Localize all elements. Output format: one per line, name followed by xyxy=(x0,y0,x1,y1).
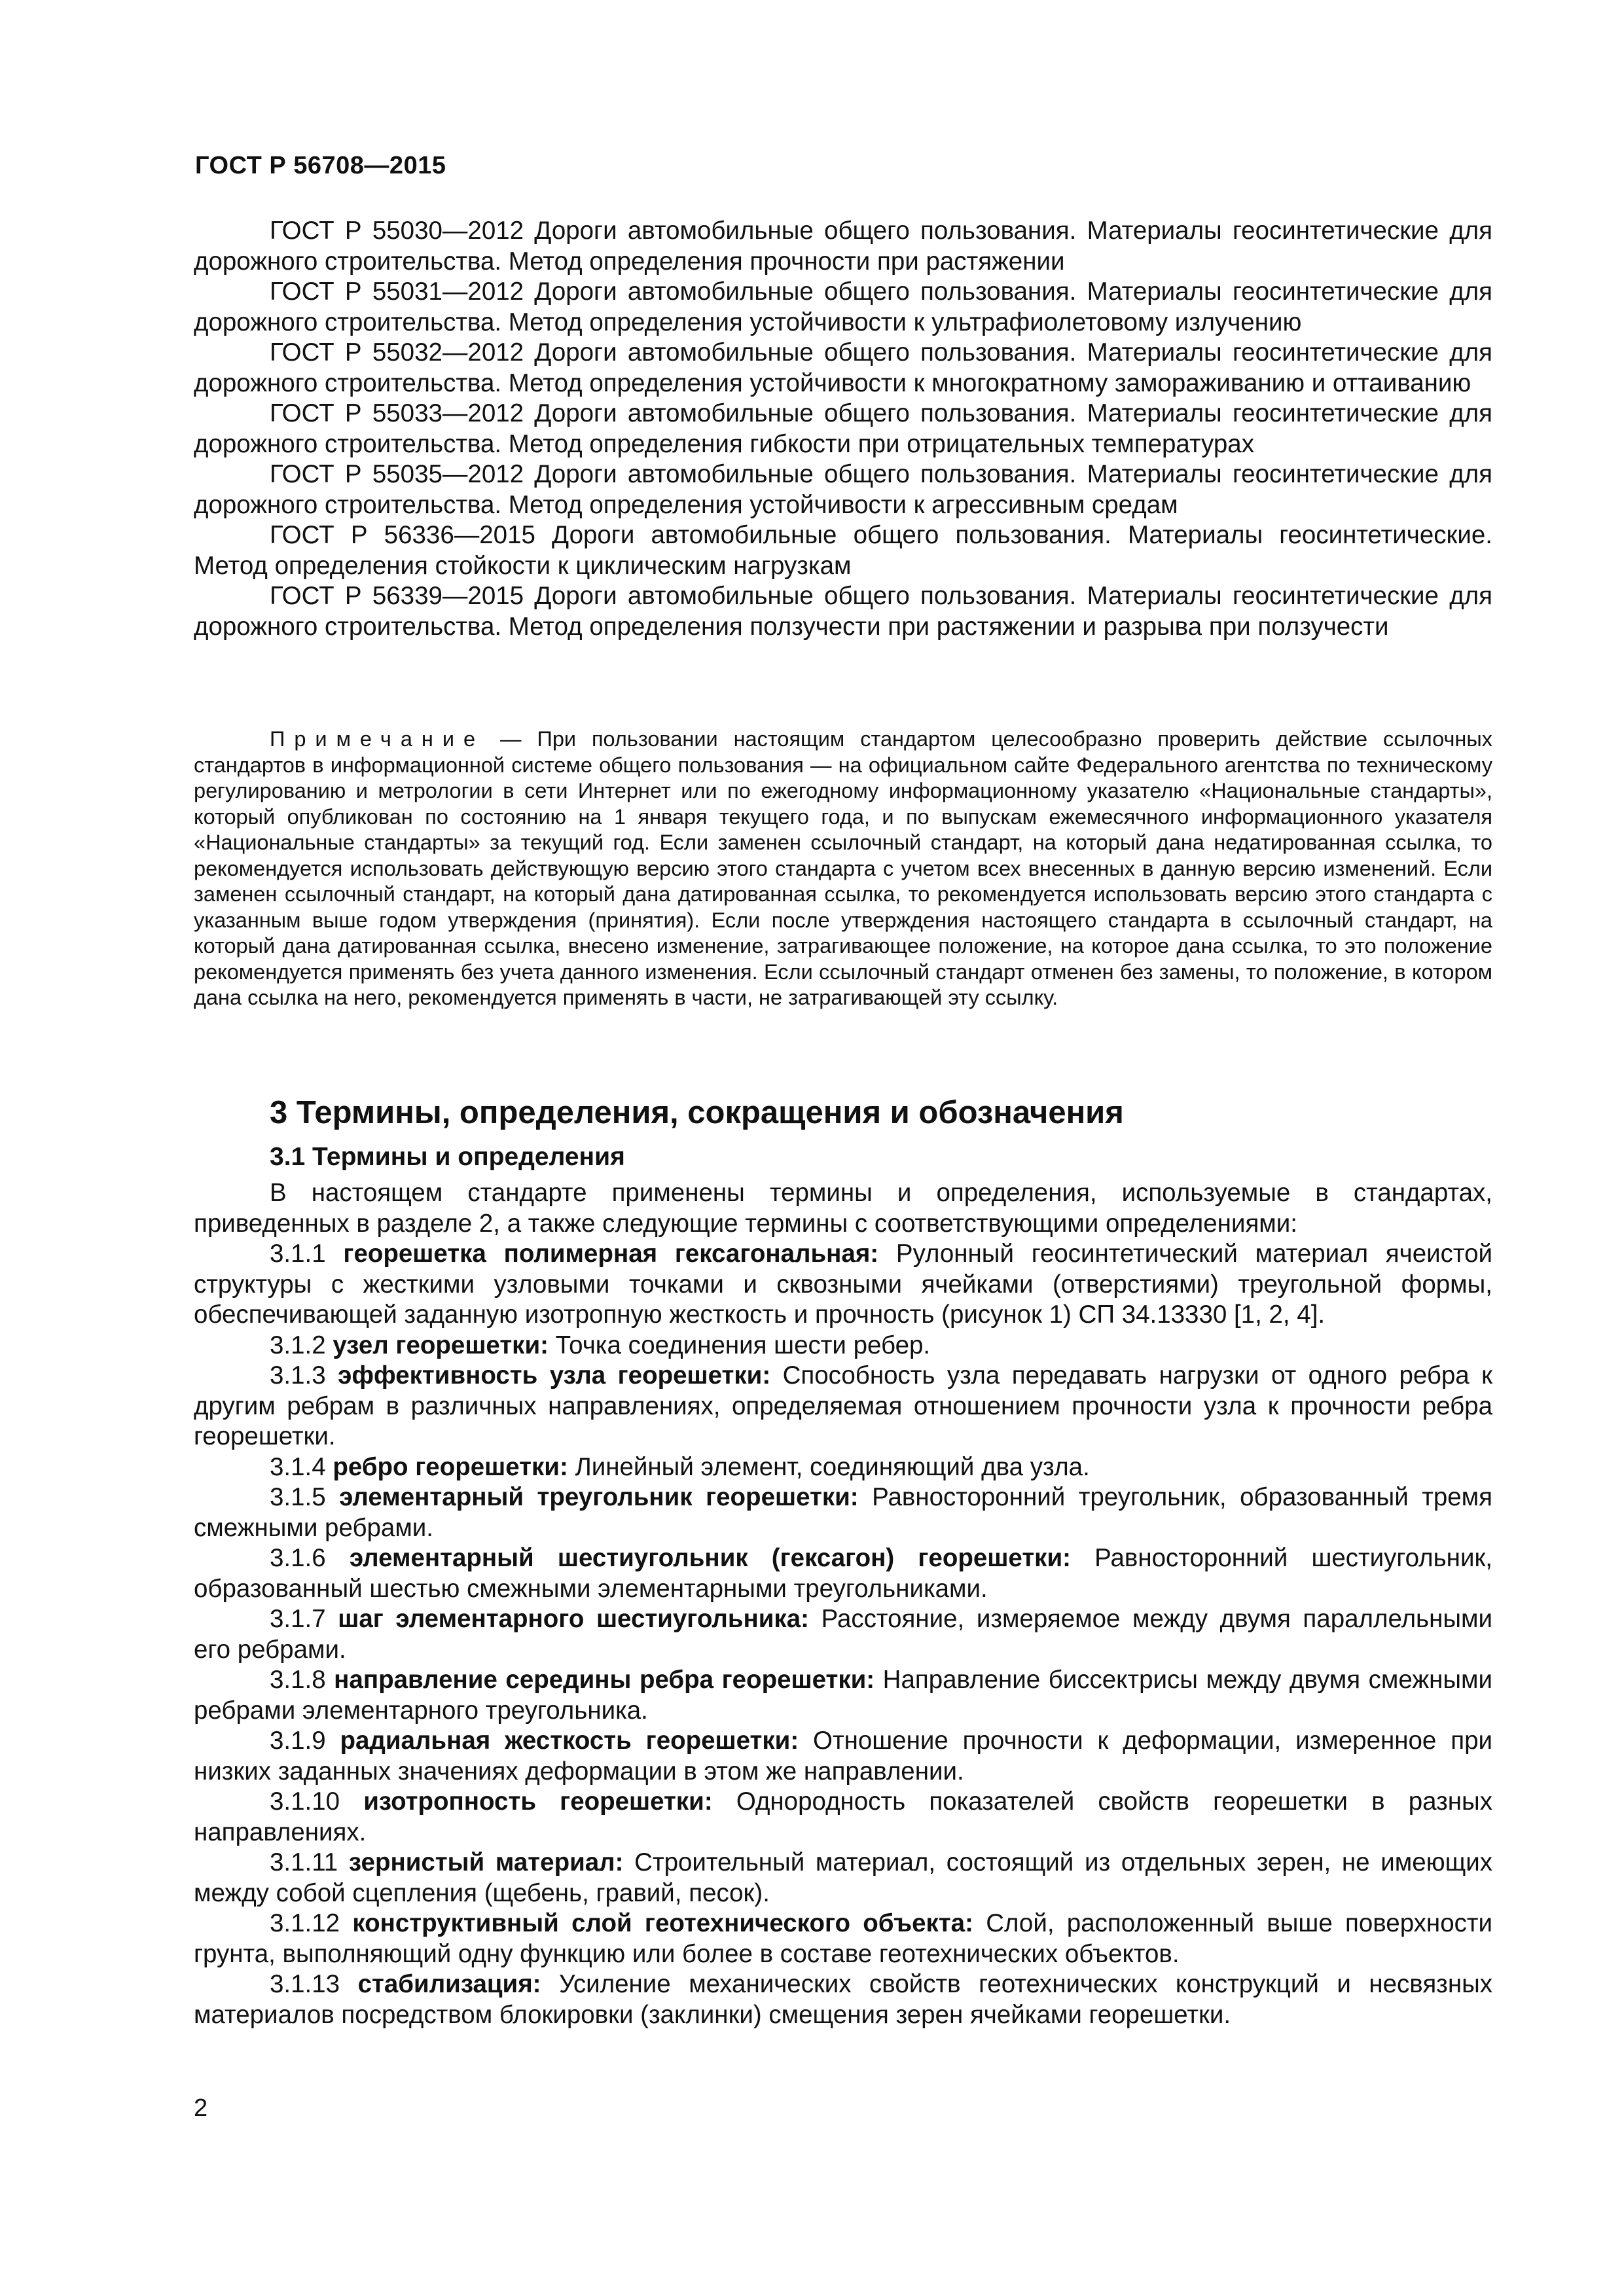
reference-item: ГОСТ Р 55032—2012 Дороги автомобильные общего пользования. Материалы геосинтетические для дорожного строительства. Метод определения устойчивости к многократному замораживанию и оттаиванию xyxy=(194,338,1492,397)
term-number: 3.1.12 xyxy=(270,1909,353,1937)
term-text: Равносторонний шестиугольник, образованный шестью смежными элементарными треугольниками. xyxy=(194,1544,1492,1603)
term-text: Точка соединения шести ребер. xyxy=(548,1331,931,1359)
term-text: Строительный материал, состоящий из отдельных зерен, не имеющих между собой сцепления (щебень, гравий, песок). xyxy=(194,1848,1492,1907)
term-name: элементарный треугольник георешетки: xyxy=(339,1483,859,1511)
term-text: Расстояние, измеряемое между двумя параллельными его ребрами. xyxy=(194,1605,1493,1664)
reference-item: ГОСТ Р 56339—2015 Дороги автомобильные общего пользования. Материалы геосинтетические для дорожного строительства. Метод определения ползучести при растяжении и разрыва при ползучести xyxy=(194,582,1492,641)
document-code-header: ГОСТ Р 56708—2015 xyxy=(195,152,446,179)
term-definition xyxy=(194,1969,1492,2030)
term-definition xyxy=(194,1848,1492,1909)
term-definition xyxy=(194,1331,1492,1361)
term-text: Слой, расположенный выше поверхности грунта, выполняющий одну функцию или более в составе геотехнических объектов. xyxy=(194,1909,1492,1968)
term-number: 3.1.5 xyxy=(270,1483,340,1511)
terms-list xyxy=(194,1178,1492,2030)
term-number: 3.1.1 xyxy=(270,1240,344,1268)
reference-item: ГОСТ Р 55035—2012 Дороги автомобильные общего пользования. Материалы геосинтетические для дорожного строительства. Метод определения устойчивости к агрессивным средам xyxy=(194,460,1492,519)
term-text: Способность узла передавать нагрузки от одного ребра к другим ребрам в различных направлениях, определяемая отношением прочности узла к прочности ребра георешетки. xyxy=(194,1361,1493,1450)
term-definition xyxy=(194,1361,1492,1452)
reference-item: ГОСТ Р 55033—2012 Дороги автомобильные общего пользования. Материалы геосинтетические для дорожного строительства. Метод определения гибкости при отрицательных температурах xyxy=(194,399,1492,458)
term-definition xyxy=(194,1482,1492,1543)
section-intro: В настоящем стандарте применены термины и определения, используемые в стандартах, приведенных в разделе 2, а также следующие термины с соответствующими определениями: xyxy=(194,1179,1492,1238)
term-definition xyxy=(194,1604,1492,1665)
reference-item: ГОСТ Р 55031—2012 Дороги автомобильные общего пользования. Материалы геосинтетические для дорожного строительства. Метод определения устойчивости к ультрафиолетовому излучению xyxy=(194,278,1492,336)
term-name: узел георешетки: xyxy=(333,1331,549,1359)
term-text: Отношение прочности к деформации, измеренное при низких заданных значениях деформации в этом же направлении. xyxy=(194,1727,1492,1785)
term-name: радиальная жесткость георешетки: xyxy=(340,1727,799,1755)
term-text: Направление биссектрисы между двумя смежными ребрами элементарного треугольника. xyxy=(194,1666,1492,1725)
normative-references-list xyxy=(194,216,1492,642)
term-text: Равносторонний треугольник, образованный тремя смежными ребрами. xyxy=(194,1483,1492,1542)
term-number: 3.1.7 xyxy=(270,1605,338,1633)
term-definition xyxy=(194,1726,1492,1787)
note-paragraph xyxy=(194,726,1492,1011)
term-name: изотропность георешетки: xyxy=(363,1787,713,1816)
term-definition xyxy=(194,1543,1492,1604)
term-text: Усиление механических свойств геотехнических конструкций и несвязных материалов посредством блокировки (заклинки) смещения зерен ячейками георешетки. xyxy=(194,1970,1492,2029)
term-name: элементарный шестиугольник (гексагон) георешетки: xyxy=(349,1544,1071,1572)
term-number: 3.1.4 xyxy=(270,1452,333,1481)
term-number: 3.1.13 xyxy=(270,1970,358,1998)
term-number: 3.1.9 xyxy=(270,1727,340,1755)
term-number: 3.1.8 xyxy=(270,1666,334,1694)
term-name: конструктивный слой геотехнического объекта: xyxy=(352,1909,973,1937)
note-label: Примечание xyxy=(270,727,485,751)
term-name: направление середины ребра георешетки: xyxy=(334,1666,875,1694)
term-definition xyxy=(194,1909,1492,1969)
term-definition xyxy=(194,1452,1492,1483)
term-number: 3.1.2 xyxy=(270,1331,333,1359)
term-number: 3.1.3 xyxy=(270,1361,338,1390)
term-definition xyxy=(194,1239,1492,1331)
term-name: ребро георешетки: xyxy=(333,1452,568,1481)
term-definition xyxy=(194,1665,1492,1726)
section-title: 3 Термины, определения, сокращения и обозначения xyxy=(270,1095,1124,1130)
reference-item: ГОСТ Р 55030—2012 Дороги автомобильные общего пользования. Материалы геосинтетические для дорожного строительства. Метод определения прочности при растяжении xyxy=(194,217,1492,276)
term-number: 3.1.10 xyxy=(270,1787,364,1816)
term-text: Однородность показателей свойств георешетки в разных направлениях. xyxy=(194,1787,1492,1846)
term-name: эффективность узла георешетки: xyxy=(338,1361,771,1390)
term-text: Рулонный геосинтетический материал ячеистой структуры с жесткими узловыми точками и сквозными ячейками (отверстиями) треугольной формы, обеспечивающей заданную изотропную жесткость и прочность (рисунок 1) СП 34.13330 [1, 2, 4]. xyxy=(194,1240,1492,1329)
term-number: 3.1.11 xyxy=(270,1848,349,1876)
term-number: 3.1.6 xyxy=(270,1544,350,1572)
page-number: 2 xyxy=(194,2094,208,2122)
term-name: шаг элементарного шестиугольника: xyxy=(338,1605,809,1633)
term-definition xyxy=(194,1787,1492,1848)
subsection-title: 3.1 Термины и определения xyxy=(270,1143,625,1171)
term-name: георешетка полимерная гексагональная: xyxy=(343,1240,879,1268)
term-text: Линейный элемент, соединяющий два узла. xyxy=(568,1452,1090,1481)
term-name: зернистый материал: xyxy=(348,1848,624,1876)
reference-item: ГОСТ Р 56336—2015 Дороги автомобильные общего пользования. Материалы геосинтетические. Метод определения стойкости к циклическим нагрузкам xyxy=(194,521,1492,580)
term-name: стабилизация: xyxy=(357,1970,541,1998)
note-text: — При пользовании настоящим стандартом целесообразно проверить действие ссылочных стандартов в информационной системе общего пользования — на официальном сайте Федерального агентства по техническому регулированию и метрологии в сети Интернет или по ежегодному информационному указателю «Национальные стандарты», который опубликован по состоянию на 1 января текущего года, и по выпускам ежемесячного информационного указателя «Национальные стандарты» за текущий год. Если заменен ссылочный стандарт, на который дана недатированная ссылка, то рекомендуется использовать действующую версию этого стандарта с учетом всех внесенных в данную версию изменений. Если заменен ссылочный стандарт, на который дана датированная ссылка, то рекомендуется использовать версию этого стандарта с указанным выше годом утверждения (принятия). Если после утверждения настоящего стандарта в ссылочный стандарт, на который дана датированная ссылка, внесено изменение, затрагивающее положение, на которое дана ссылка, то это положение рекомендуется применять без учета данного изменения. Если ссылочный стандарт отменен без замены, то положение, в котором дана ссылка на него, рекомендуется применять в части, не затрагивающей эту ссылку. xyxy=(194,727,1492,1009)
